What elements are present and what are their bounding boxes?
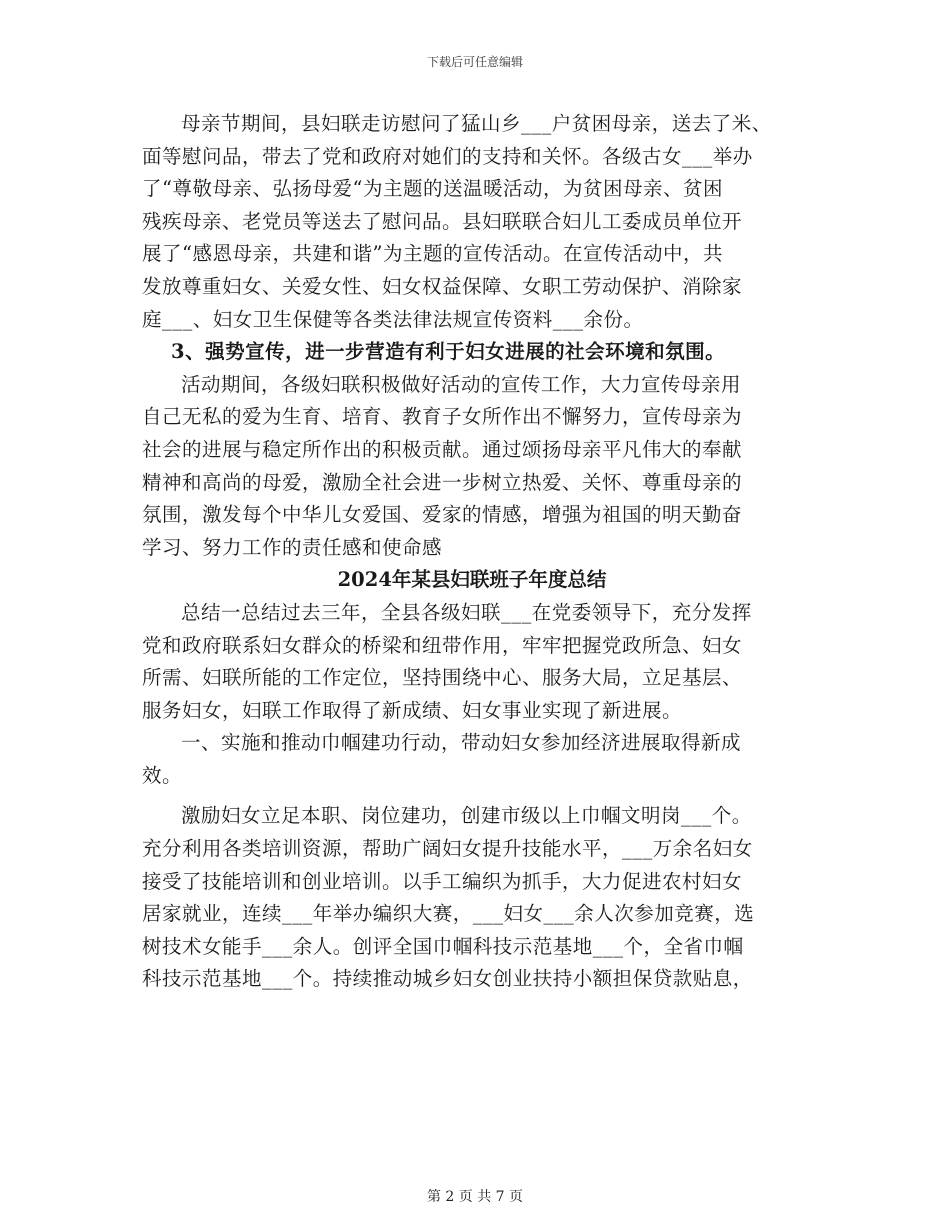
text-line: 氛围，激发每个中华儿女爱国、爱家的情感，增强为祖国的明天勤奋 — [142, 503, 743, 527]
text-line: 总结一总结过去三年，全县各级妇联___在党委领导下，充分发挥 — [181, 600, 752, 624]
text-line: 一、实施和推动巾帼建功行动，带动妇女参加经济进展取得新成 — [181, 731, 742, 755]
text-line: 接受了技能培训和创业培训。以手工编织为抓手，大力促进农村妇女 — [142, 869, 743, 893]
page-footer: 第 2 页 共 7 页 — [426, 1189, 524, 1205]
text-line: 效。 — [142, 763, 183, 787]
section-heading-3 — [142, 336, 802, 369]
text-line: 了“尊敬母亲、弘扬母爱“为主题的送温暖活动，为贫困母亲、贫困 — [142, 177, 723, 201]
page-header: 下载后可任意编辑 — [426, 55, 523, 69]
text-line: 居家就业，连续___年举办编织大赛，___妇女___余人次参加竞赛，选 — [142, 902, 755, 926]
text-line: 活动期间，各级妇联积极做好活动的宣传工作，大力宣传母亲用 — [181, 372, 742, 396]
text-line: 庭___、妇女卫生保健等各类法律法规宣传资料___余份。 — [142, 307, 644, 331]
text-line: 面等慰问品，带去了党和政府对她们的支持和关怀。各级古女___举办 — [142, 144, 753, 168]
text-line: 党和政府联系妇女群众的桥梁和纽带作用，牢牢把握党政所急、妇女 — [142, 633, 743, 657]
document-title: 2024年某县妇联班子年度总结 — [337, 568, 607, 592]
section-heading-1 — [142, 727, 802, 792]
text-line: 所需、妇联所能的工作定位，坚持围绕中心、服务大局，立足基层、 — [142, 666, 743, 690]
paragraph-mothers-day-visits — [142, 108, 802, 336]
text-line: 树技术女能手___余人。创评全国巾帼科技示范基地___个，全省巾帼 — [142, 934, 744, 958]
text-line: 激励妇女立足本职、岗位建功，创建市级以上巾帼文明岗___个。 — [181, 804, 752, 828]
paragraph-summary-intro — [142, 597, 802, 727]
heading-line: 3、强势宣传，进一步营造有利于妇女进展的社会环境和氛围。 — [171, 340, 726, 364]
document-body — [142, 108, 802, 996]
text-line: 自己无私的爱为生育、培育、教育子女所作出不懈努力，宣传母亲为 — [142, 405, 743, 429]
text-line: 展了“感恩母亲，共建和谐”为主题的宣传活动。在宣传活动中，共 — [142, 242, 723, 266]
text-line: 学习、努力工作的责任感和使命感 — [142, 535, 443, 559]
paragraph-achievements — [142, 800, 802, 996]
text-line: 充分利用各类培训资源，帮助广阔妇女提升技能水平，___万余名妇女 — [142, 837, 753, 861]
paragraph-publicity — [142, 369, 802, 565]
text-line: 精神和高尚的母爱，激励全社会进一步树立热爱、关怀、尊重母亲的 — [142, 470, 743, 494]
text-line: 科技示范基地___个。持续推动城乡妇女创业扶持小额担保贷款贴息， — [142, 967, 753, 991]
text-line: 母亲节期间，县妇联走访慰问了猛山乡___户贫困母亲，送去了米、 — [181, 112, 772, 135]
text-line: 发放尊重妇女、关爱女性、妇女权益保障、女职工劳动保护、消除家 — [142, 274, 743, 298]
text-line: 社会的进展与稳定所作出的积极贡献。通过颂扬母亲平凡伟大的奉献 — [142, 437, 743, 461]
text-line: 服务妇女，妇联工作取得了新成绩、妇女事业实现了新进展。 — [142, 698, 683, 722]
text-line: 残疾母亲、老党员等送去了慰问品。县妇联联合妇儿工委成员单位开 — [142, 209, 743, 233]
